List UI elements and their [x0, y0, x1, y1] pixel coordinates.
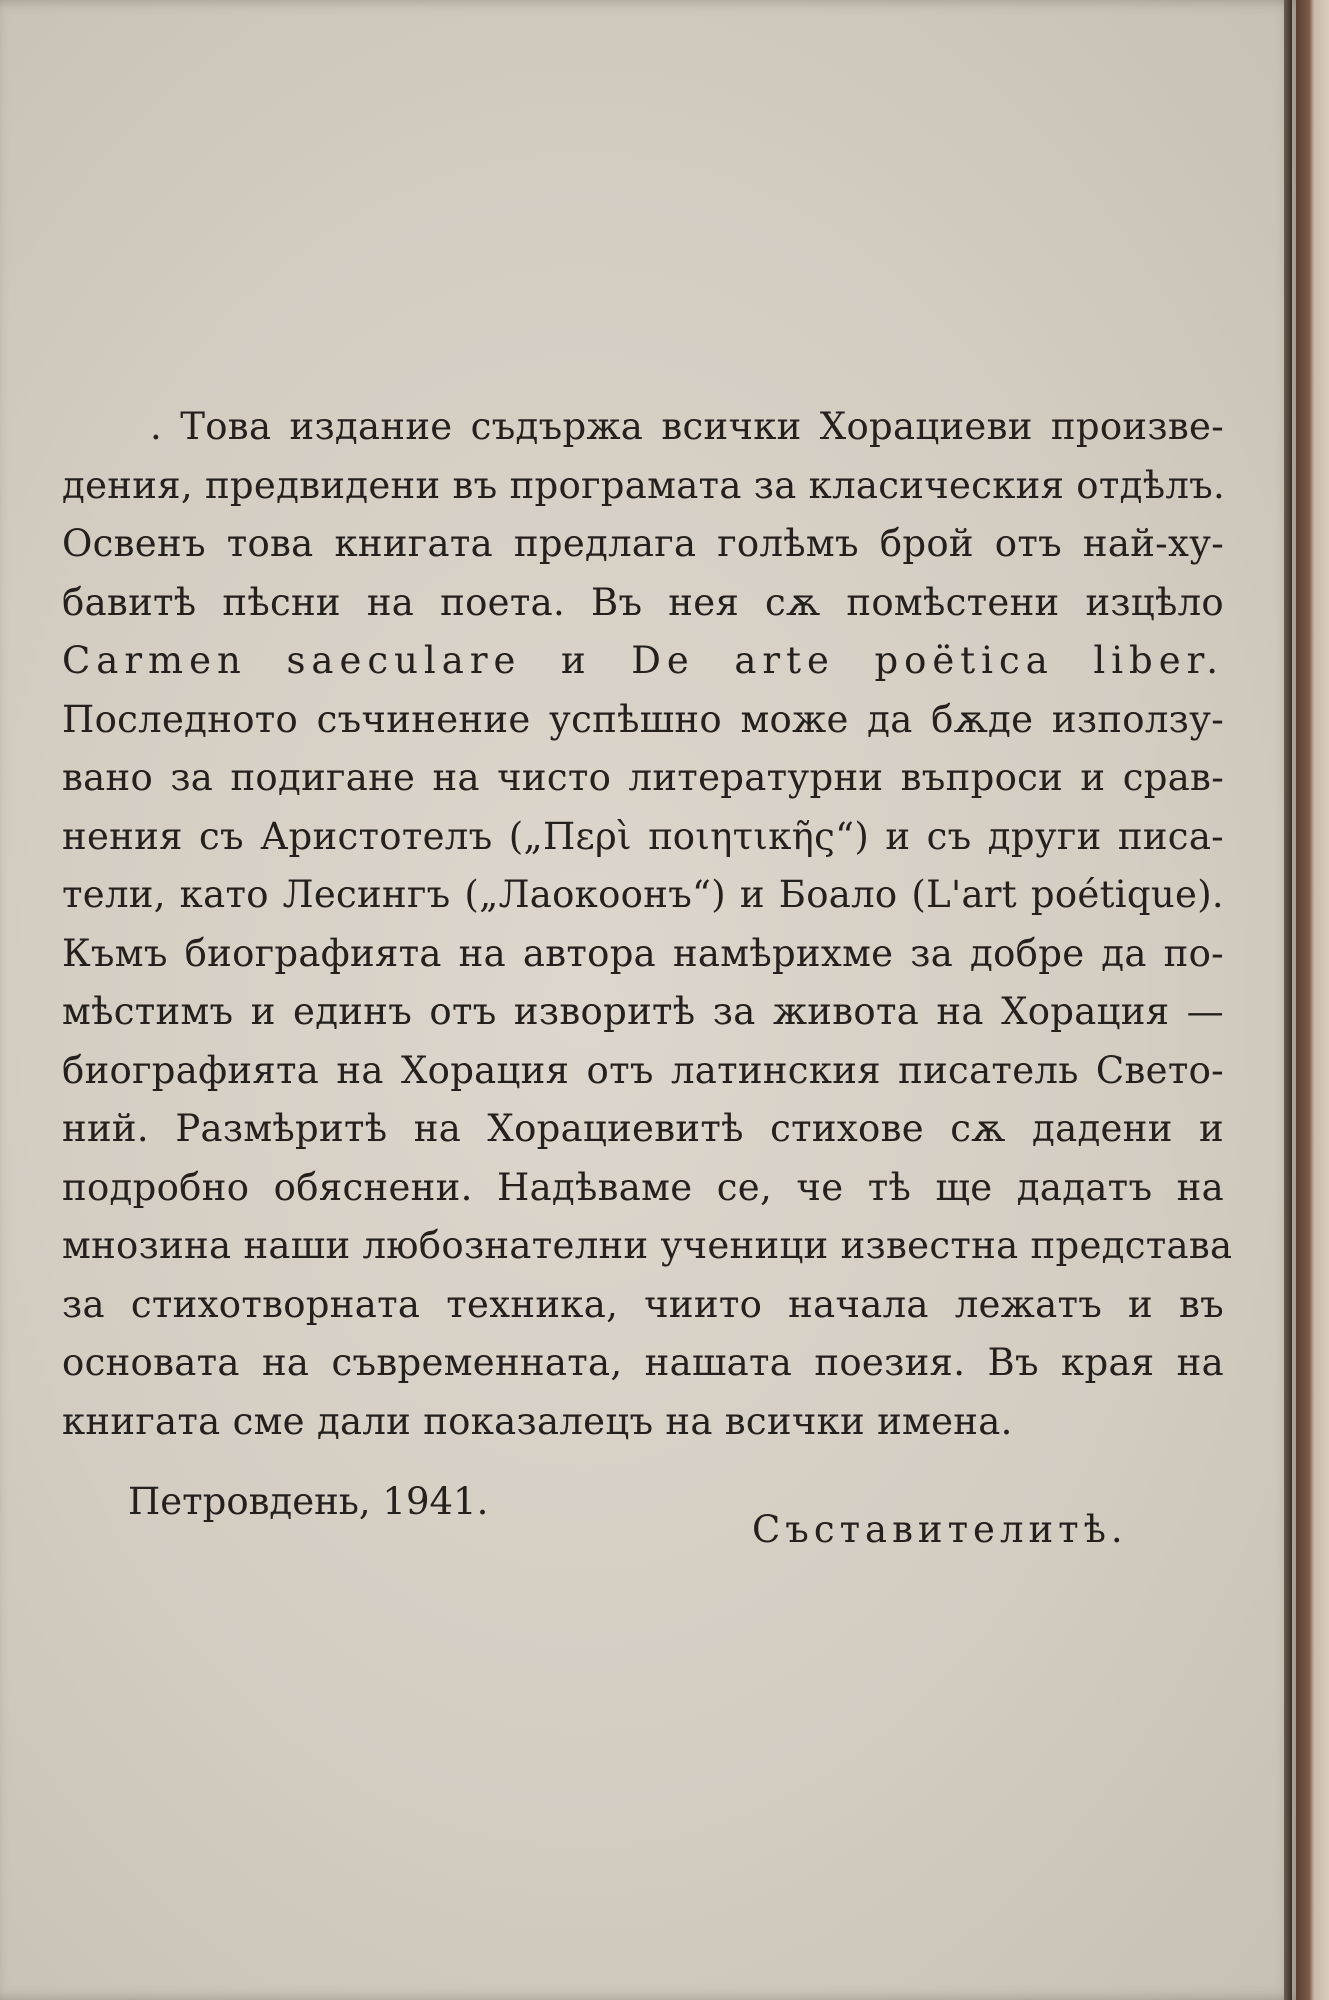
preface-line: . Това издание съдържа всички Хорациеви произве-: [150, 405, 1224, 448]
preface-line: подробно обяснени. Надѣваме се, че тѣ ще дадатъ на: [62, 1165, 1224, 1209]
preface-line: Carmen saeculare и De arte poëtica liber.: [62, 639, 1224, 682]
preface-line: мнозина наши любознателни ученици известна представа: [62, 1224, 1233, 1267]
preface-line: нения съ Аристотелъ („Περὶ ποιητικῆς“) и съ други писа-: [62, 814, 1224, 858]
author-signature: Съставителитѣ.: [752, 1508, 1128, 1551]
page-edge: [1284, 0, 1292, 2000]
preface-line: Последното съчинение успѣшно може да бѫде използу-: [62, 697, 1224, 741]
book-cover-edge: [1296, 0, 1329, 2000]
preface-line: вано за подигане на чисто литературни въпроси и срав-: [62, 756, 1224, 799]
preface-text: [62, 398, 1233, 1451]
preface-line: бавитѣ пѣсни на поета. Въ нея сѫ помѣстени изцѣло: [62, 580, 1224, 624]
preface-line: за стихотворната техника, чиито начала лежатъ и въ: [62, 1282, 1224, 1326]
preface-line: биографията на Хорация отъ латинския писатель Свето-: [62, 1048, 1224, 1092]
preface-line: дения, предвидени въ програмата за класическия отдѣлъ.: [62, 463, 1226, 507]
preface-line: основата на съвременната, нашата поезия. Въ края на: [62, 1341, 1224, 1384]
preface-line: мѣстимъ и единъ отъ изворитѣ за живота на Хорация —: [62, 990, 1224, 1033]
preface-line: Къмъ биографията на автора намѣрихме за добре да по-: [62, 931, 1224, 975]
preface-line: ний. Размѣритѣ на Хорациевитѣ стихове сѫ дадени и: [62, 1107, 1224, 1150]
preface-line: тели, като Лесингъ („Лаокоонъ“) и Боало (L'art poétique).: [62, 873, 1224, 916]
place-date: Петровдень, 1941.: [128, 1480, 489, 1523]
preface-line: книгата сме дали показалецъ на всички имена.: [62, 1399, 1013, 1443]
preface-line: Освенъ това книгата предлага голѣмъ брой отъ най-ху-: [62, 522, 1224, 565]
